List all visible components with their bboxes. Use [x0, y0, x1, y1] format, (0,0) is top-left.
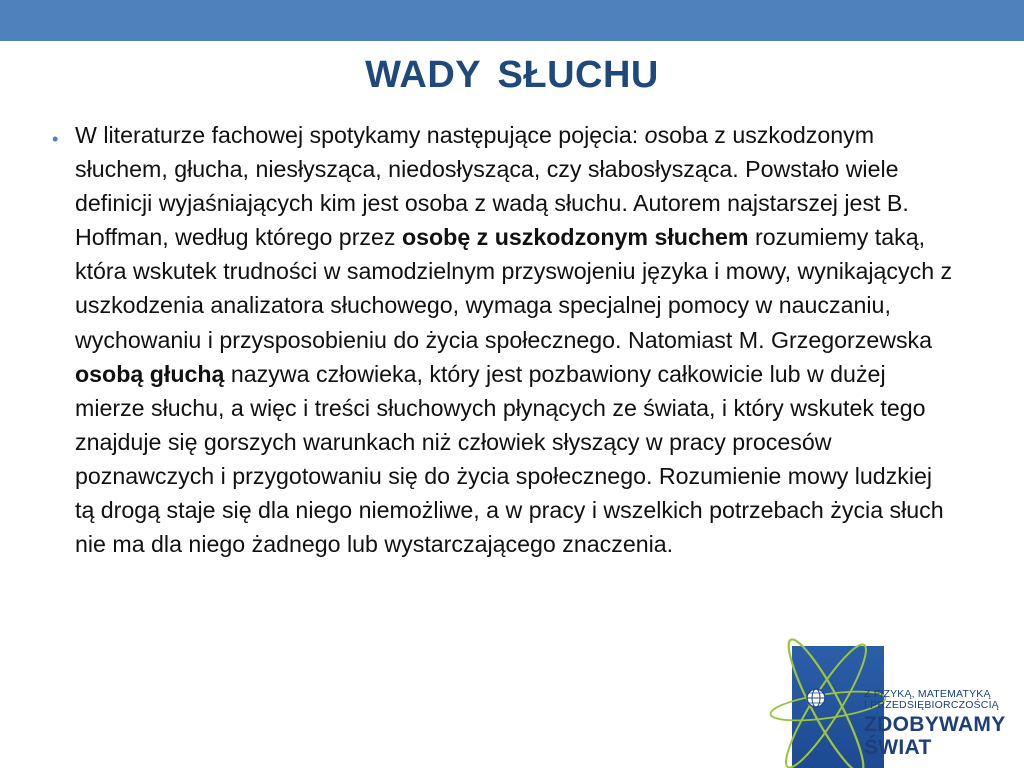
bold-term-grzegorzewska: osobą głuchą	[75, 360, 225, 387]
project-logo	[768, 618, 1024, 768]
text-segment-italic: o	[644, 122, 658, 148]
text-segment: soba z uszkodzonym słuchem, głucha, niesłysząca, niedosłysząca, czy słabosłysząca. Powstało wiele definicji wyjaśniających kim jest osoba z wadą słuchu. Autorem najstarszej jest B. Hoffman, według którego przez	[75, 122, 909, 251]
logo-title-line2: ŚWIAT	[864, 736, 932, 759]
text-segment: rozumiemy taką, która wskutek trudności w samodzielnym przyswojeniu języka i mowy, wynikających z uszkodzenia analizatora słuchowego, wymaga specjalnej pomocy w nauczaniu, wychowaniu i przysposobieniu do życia społecznego. Natomiast M. Grzegorzewska	[75, 224, 953, 353]
logo-title-line1: ZDOBYWAMY	[864, 713, 1006, 736]
text-segment: nazywa człowieka, który jest pozbawiony całkowicie lub w dużej mierze słuchu, a więc i treści słuchowych płynących ze świata, i który wskutek tego znajduje się gorszych warunkach niż człowiek słyszący w pracy procesów poznawczych i przygotowaniu się do życia społecznego. Rozumienie mowy ludzkiej tą drogą staje się dla niego niemożliwe, a w pracy i wszelkich potrzebach życia słuch nie ma dla niego żadnego lub wystarczającego znaczenia.	[75, 360, 944, 558]
logo-subtitle-line2: I PRZEDSIĘBIORCZOŚCIĄ	[864, 699, 999, 711]
bullet-icon: •	[52, 129, 59, 149]
bold-term-hoffman: osobę z uszkodzonym słuchem	[401, 224, 749, 251]
top-bar	[0, 0, 1024, 41]
text-segment: W literaturze fachowej spotykamy następujące pojęcia:	[75, 122, 645, 148]
bullet-paragraph	[75, 118, 955, 561]
logo-subtitle-line1: Z FIZYKĄ, MATEMATYKĄ	[864, 688, 991, 700]
slide-title: WADY SŁUCHU	[365, 54, 659, 96]
globe-icon	[807, 689, 825, 707]
